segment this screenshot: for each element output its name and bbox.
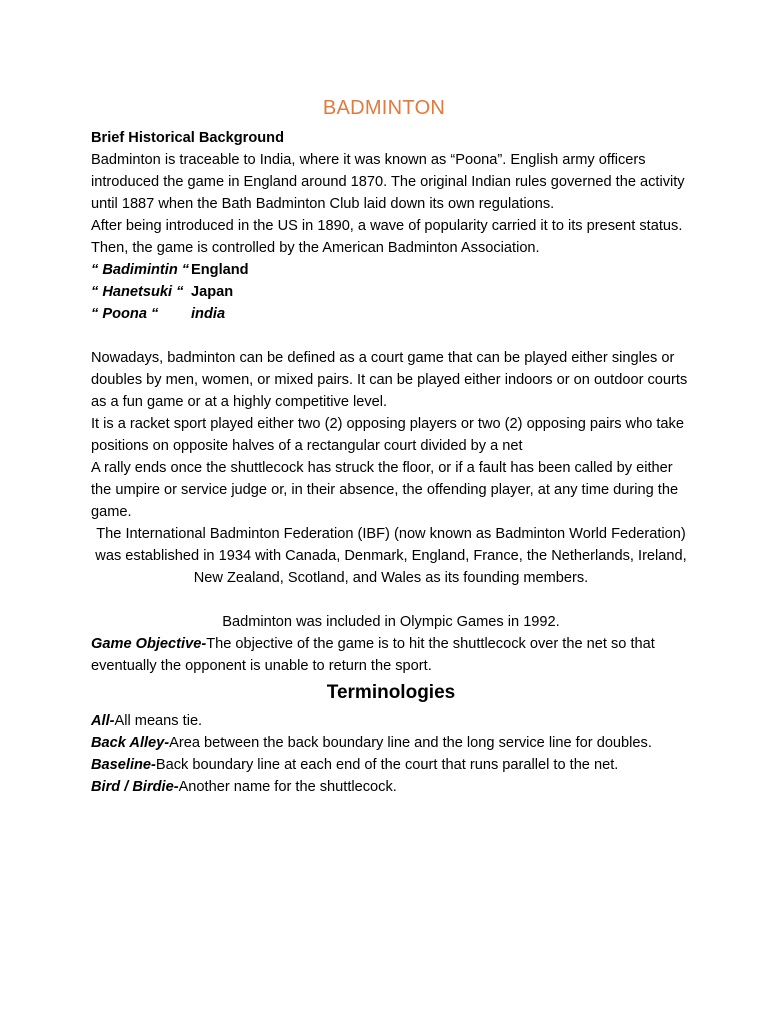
term-definition: Area between the back boundary line and the long service line for doubles. bbox=[169, 735, 652, 751]
term-item bbox=[91, 732, 691, 754]
spacer bbox=[91, 325, 691, 347]
country-label: india bbox=[191, 306, 226, 322]
paragraph-us-history: After being introduced in the US in 1890, a wave of popularity carried it to its present status. Then, the game is controlled by the American Badminton Association. bbox=[91, 218, 683, 256]
document-body bbox=[91, 127, 691, 798]
paragraph-definition: Nowadays, badminton can be defined as a court game that can be played either singles or doubles by men, women, or mixed pairs. It can be played either indoors or on outdoor courts as a fun game or at a highly competitive level. bbox=[91, 350, 688, 410]
name-row-japan bbox=[91, 281, 691, 303]
term-label: Bird / Birdie- bbox=[91, 779, 179, 795]
name-label: “ Badimintin “ bbox=[91, 262, 190, 278]
term-definition: Another name for the shuttlecock. bbox=[178, 779, 397, 795]
term-item bbox=[91, 776, 691, 798]
spacer bbox=[91, 589, 691, 611]
name-label: “ Hanetsuki “ bbox=[91, 284, 184, 300]
objective-label: Game Objective- bbox=[91, 636, 207, 652]
name-row-england bbox=[91, 259, 691, 281]
name-row-india bbox=[91, 303, 691, 325]
paragraph-olympic: Badminton was included in Olympic Games in 1992. bbox=[222, 614, 560, 630]
name-label: “ Poona “ bbox=[91, 306, 159, 322]
paragraph-racket-sport: It is a racket sport played either two (2) opposing players or two (2) opposing pairs who take positions on opposite halves of a rectangular court divided by a net bbox=[91, 416, 684, 454]
objective-text: The objective of the game is to hit the shuttlecock over the net so that eventually the opponent is unable to return the sport. bbox=[91, 636, 655, 674]
term-label: Back Alley- bbox=[91, 735, 170, 751]
paragraph-history: Badminton is traceable to India, where it was known as “Poona”. English army officers introduced the game in England around 1870. The original Indian rules governed the activity until 1887 when the Bath Badminton Club laid down its own regulations. bbox=[91, 152, 685, 212]
country-label: Japan bbox=[191, 284, 234, 300]
country-label: England bbox=[191, 262, 249, 278]
term-item bbox=[91, 754, 691, 776]
document-title: BADMINTON bbox=[322, 97, 446, 119]
paragraph-rally: A rally ends once the shuttlecock has struck the floor, or if a fault has been called by either the umpire or service judge or, in their absence, the offending player, at any time during the game. bbox=[91, 460, 679, 520]
term-label: All- bbox=[91, 713, 115, 729]
paragraph-ibf: The International Badminton Federation (IBF) (now known as Badminton World Federation) was established in 1934 with Canada, Denmark, England, France, the Netherlands, Ireland, New Zealand, Scotland, and Wales as its founding members. bbox=[95, 526, 687, 586]
terminologies-heading: Terminologies bbox=[326, 682, 456, 703]
term-label: Baseline- bbox=[91, 757, 156, 773]
term-item bbox=[91, 710, 691, 732]
term-definition: All means tie. bbox=[114, 713, 203, 729]
paragraph-objective bbox=[91, 633, 691, 677]
section-heading-background: Brief Historical Background bbox=[91, 130, 285, 146]
term-definition: Back boundary line at each end of the court that runs parallel to the net. bbox=[155, 757, 619, 773]
